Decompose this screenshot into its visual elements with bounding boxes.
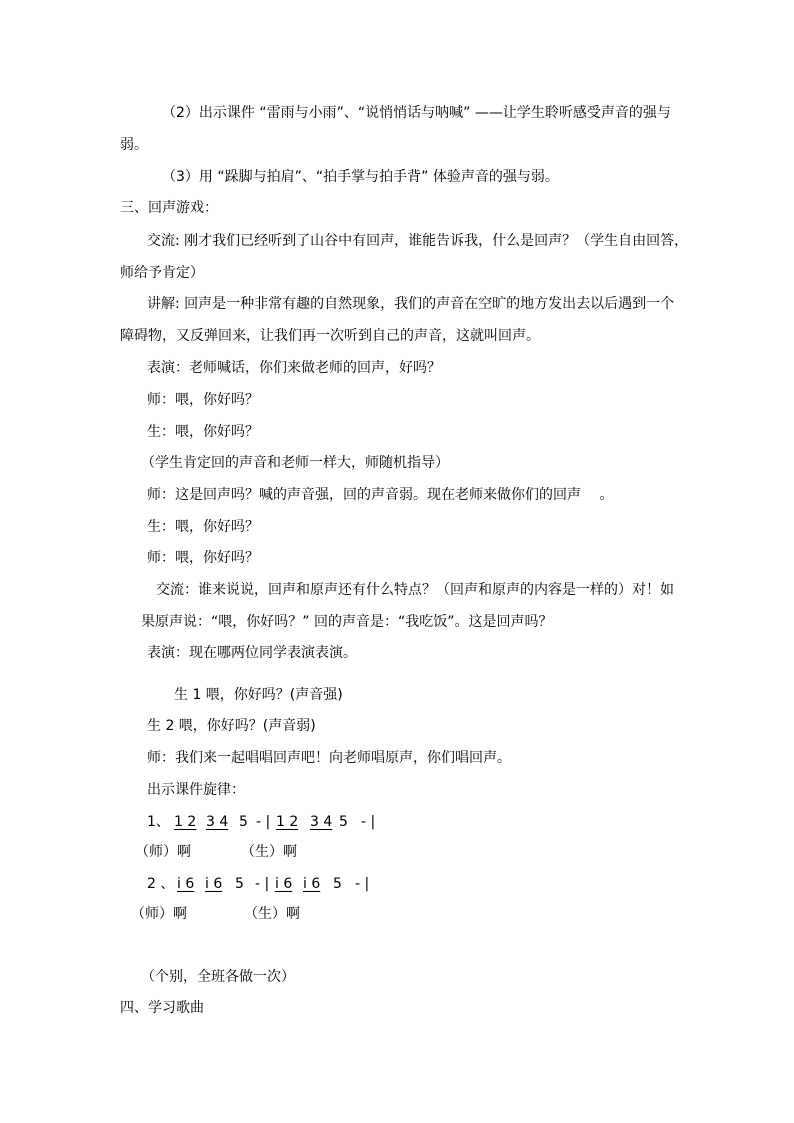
dialogue-line: 生：喂，你好吗？ bbox=[147, 424, 259, 440]
paragraph-line: 果原声说：“喂，你好吗？” 回的声音是：“我吃饭”。这是回声吗？ bbox=[141, 614, 553, 630]
role-student: （生）啊 bbox=[244, 906, 300, 922]
paragraph-line: 表演：现在哪两位同学表演表演。 bbox=[147, 645, 357, 661]
paragraph-line: 师给予肯定） bbox=[120, 265, 204, 281]
melody-line-1 bbox=[147, 812, 381, 832]
dialogue-line: 师：喂，你好吗？ bbox=[147, 550, 259, 566]
paragraph-line: （学生肯定回的声音和老师一样大，师随机指导） bbox=[141, 455, 449, 471]
melody-note: 5 bbox=[235, 876, 244, 892]
paragraph-line: （3）用 “跺脚与拍肩”、“拍手掌与拍手背” 体验声音的强与弱。 bbox=[162, 169, 559, 185]
melody-bar: - | bbox=[256, 814, 271, 830]
melody-bar: - | bbox=[255, 876, 270, 892]
melody-note: 3 4 bbox=[310, 814, 333, 830]
dialogue-line: 生：喂，你好吗？ bbox=[147, 519, 259, 535]
paragraph-line: 表演：老师喊话，你们来做老师的回声，好吗？ bbox=[147, 360, 441, 376]
section-heading: 三、回声游戏： bbox=[120, 200, 218, 216]
paragraph-line: 交流: 刚才我们已经听到了山谷中有回声，谁能告诉我，什么是回声？（学生自由回答， bbox=[147, 233, 689, 249]
role-teacher: （师）啊 bbox=[135, 844, 191, 860]
dialogue-line: 生 2 喂，你好吗？(声音弱) bbox=[147, 718, 316, 734]
paragraph-line: 讲解: 回声是一种非常有趣的自然现象，我们的声音在空旷的地方发出去以后遇到一个 bbox=[147, 296, 675, 312]
paragraph-line: 障碍物，又反弹回来，让我们再一次听到自己的声音，这就叫回声。 bbox=[120, 328, 540, 344]
paragraph-line: 出示课件旋律： bbox=[147, 782, 245, 798]
paragraph-line: （个别，全班各做一次） bbox=[141, 969, 295, 985]
role-student: （生）啊 bbox=[241, 844, 297, 860]
role-line-1 bbox=[135, 842, 297, 862]
melody-note: 5 bbox=[333, 876, 342, 892]
melody-note: 5 bbox=[239, 814, 248, 830]
melody-bar: - | bbox=[361, 814, 376, 830]
melody-note: i 6 bbox=[205, 876, 223, 892]
paragraph-line: 交流：谁来说说，回声和原声还有什么特点？（回声和原声的内容是一样的）对！如 bbox=[156, 582, 674, 598]
melody-line-2 bbox=[147, 874, 375, 894]
melody-note: i 6 bbox=[275, 876, 293, 892]
melody-bar: - | bbox=[355, 876, 370, 892]
melody-note: 1 2 bbox=[174, 814, 197, 830]
paragraph-line: （2）出示课件 “雷雨与小雨”、“说悄悄话与呐喊” ——让学生聆听感受声音的强与 bbox=[162, 105, 671, 121]
role-teacher: （师）啊 bbox=[131, 906, 187, 922]
paragraph-line: 师：我们来一起唱唱回声吧！向老师唱原声，你们唱回声。 bbox=[147, 750, 511, 766]
section-heading: 四、学习歌曲 bbox=[120, 1000, 204, 1016]
melody-number: 1、 bbox=[147, 814, 170, 830]
dialogue-line: 师：喂，你好吗？ bbox=[147, 392, 259, 408]
role-line-2 bbox=[131, 904, 300, 924]
melody-note: 1 2 bbox=[276, 814, 299, 830]
melody-number: 2 、 bbox=[147, 876, 175, 892]
melody-note: 5 bbox=[339, 814, 348, 830]
melody-note: i 6 bbox=[303, 876, 321, 892]
dialogue-line: 生 1 喂，你好吗？(声音强) bbox=[174, 687, 343, 703]
melody-note: i 6 bbox=[177, 876, 195, 892]
paragraph-line: 弱。 bbox=[120, 137, 148, 153]
dialogue-line: 师：这是回声吗？喊的声音强，回的声音弱。现在老师来做你们的回声 。 bbox=[147, 487, 614, 503]
melody-note: 3 4 bbox=[206, 814, 229, 830]
